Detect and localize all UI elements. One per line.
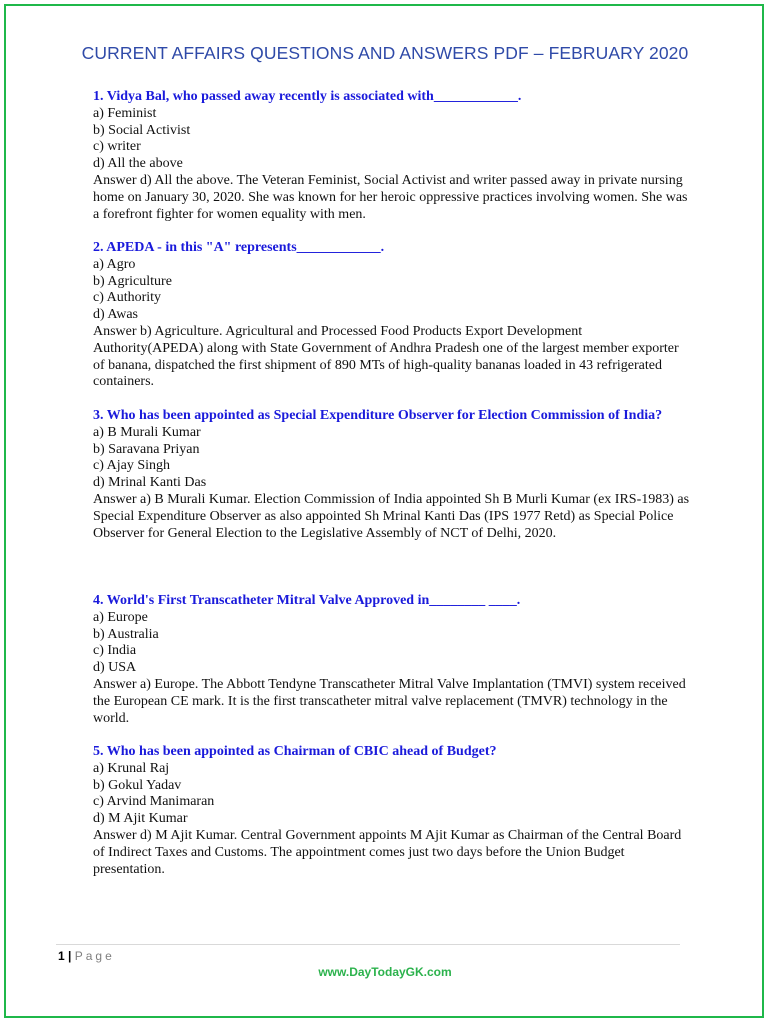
option-c: c) writer [93, 139, 141, 155]
question-block-5 [93, 744, 693, 878]
page-separator: | [64, 949, 75, 963]
question-block-2 [93, 240, 693, 391]
option-d: d) USA [93, 660, 137, 676]
question-text: 5. Who has been appointed as Chairman of CBIC ahead of Budget? [93, 744, 497, 759]
website-link[interactable]: www.DayTodayGK.com [318, 965, 452, 979]
option-d: d) Awas [93, 307, 138, 323]
question-text: 4. World's First Transcatheter Mitral Valve Approved in________ ____. [93, 593, 521, 608]
option-d: d) All the above [93, 156, 183, 172]
option-a: a) B Murali Kumar [93, 424, 201, 440]
option-d: d) Mrinal Kanti Das [93, 475, 207, 491]
question-block-3 [93, 408, 693, 542]
option-b: b) Saravana Priyan [93, 441, 200, 457]
option-a: a) Krunal Raj [93, 760, 170, 776]
footer-divider [56, 944, 680, 945]
answer-text: Answer d) All the above. The Veteran Feminist, Social Activist and writer passed away in private nursing home on January 30, 2020. She was known for her heroic oppressive practices involving women. She was a forefront fighter for women equality with men. [93, 172, 688, 222]
answer-text: Answer a) B Murali Kumar. Election Commission of India appointed Sh B Murli Kumar (ex IRS-1983) as Special Expenditure Observer as also appointed Sh Mrinal Kanti Das (IPS 1977 Retd) as Special Police Observer for General Election to the Legislative Assembly of NCT of Delhi, 2020. [93, 491, 690, 541]
option-b: b) Australia [93, 626, 159, 642]
option-b: b) Social Activist [93, 122, 191, 138]
page-label: Page [74, 949, 115, 963]
option-a: a) Feminist [93, 105, 157, 121]
option-c: c) India [93, 643, 137, 659]
question-block-4 [93, 593, 693, 727]
option-c: c) Ajay Singh [93, 458, 170, 474]
option-d: d) M Ajit Kumar [93, 811, 188, 827]
question-text: 3. Who has been appointed as Special Expenditure Observer for Election Commission of India? [93, 408, 663, 423]
document-title: CURRENT AFFAIRS QUESTIONS AND ANSWERS PDF – FEBRUARY 2020 [81, 43, 689, 63]
option-c: c) Arvind Manimaran [93, 794, 215, 810]
page-number-value: 1 [58, 949, 65, 963]
answer-text: Answer b) Agriculture. Agricultural and Processed Food Products Export Development Authority(APEDA) along with State Government of Andhra Pradesh one of the largest member exporter of banana, dispatched the first shipment of 890 MTs of high-quality bananas loaded in 43 refrigerated containers. [93, 323, 679, 390]
option-b: b) Gokul Yadav [93, 777, 182, 793]
question-text: 2. APEDA - in this "A" represents____________. [93, 240, 385, 255]
option-b: b) Agriculture [93, 273, 172, 289]
option-a: a) Agro [93, 256, 136, 272]
answer-text: Answer a) Europe. The Abbott Tendyne Transcatheter Mitral Valve Implantation (TMVI) system received the European CE mark. It is the first transcatheter mitral valve replacement (TMVR) technology in the world. [93, 676, 686, 726]
answer-text: Answer d) M Ajit Kumar. Central Government appoints M Ajit Kumar as Chairman of the Central Board of Indirect Taxes and Customs. The appointment comes just two days before the Union Budget presentation. [93, 827, 682, 877]
question-block-1 [93, 89, 693, 223]
option-a: a) Europe [93, 609, 148, 625]
page-number [58, 949, 115, 963]
question-text: 1. Vidya Bal, who passed away recently is associated with____________. [93, 89, 522, 104]
option-c: c) Authority [93, 290, 162, 306]
